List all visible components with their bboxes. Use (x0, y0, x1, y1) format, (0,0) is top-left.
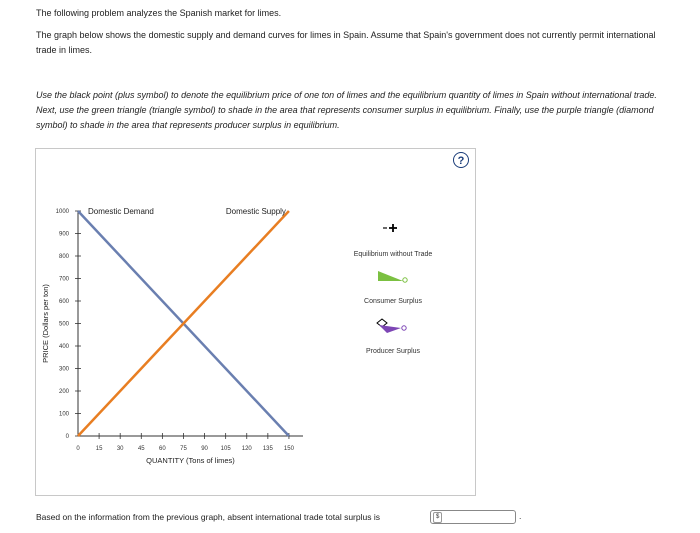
x-tick-label: 15 (95, 446, 103, 452)
instructions-text: Use the black point (plus symbol) to denote the equilibrium price of one ton of limes and the equilibrium quantity of limes in Spain without international trade. Next, use the green triangle (triangle symbol) to shade in the area that represents consumer surplus in equilibrium. Finally, use the purple triangle (diamond symbol) to shade in the area that represents producer surplus in equilibrium. (36, 90, 657, 130)
palette-label-consumer-surplus: Consumer Surplus (364, 298, 422, 305)
question-text: Based on the information from the previous graph, absent international trade total surplus is (36, 512, 380, 522)
x-tick-label: 105 (220, 446, 231, 452)
y-tick-label: 100 (58, 411, 69, 418)
palette-label-producer-surplus: Producer Surplus (365, 348, 421, 355)
y-tick-label: 200 (58, 389, 69, 395)
y-tick-label: 600 (58, 299, 69, 305)
plus-icon[interactable] (383, 224, 397, 232)
y-tick-label: 0 (65, 434, 69, 440)
diamond-handle (402, 326, 406, 330)
help-icon[interactable]: ? (453, 152, 469, 168)
y-tick-label: 800 (58, 254, 69, 260)
question-suffix: . (519, 511, 522, 521)
x-tick-label: 150 (283, 446, 294, 452)
triangle-handle (403, 278, 407, 282)
intro-text: The following problem analyzes the Spanish market for limes. (36, 8, 282, 18)
y-tick-label: 300 (58, 366, 69, 373)
demand-label: Domestic Demand (88, 207, 154, 216)
y-tick-label: 500 (58, 321, 69, 328)
y-tick-label: 900 (58, 231, 69, 238)
description-text: The graph below shows the domestic supply and demand curves for limes in Spain. Assume that Spain's government does not currently permit international trade in limes. (36, 30, 656, 55)
x-tick-label: 60 (159, 446, 166, 452)
currency-badge: $ (433, 512, 442, 523)
x-tick-label: 75 (180, 446, 187, 452)
triangle-shape (378, 271, 403, 281)
palette-label-equilibrium: Equilibrium without Trade (353, 251, 433, 258)
x-tick-label: 90 (201, 446, 208, 452)
y-tick-label: 700 (58, 276, 69, 283)
plus-dot (385, 227, 387, 229)
x-tick-label: 135 (262, 446, 273, 452)
x-tick-label: 45 (137, 446, 145, 452)
x-axis-title: QUANTITY (Tons of limes) (146, 456, 235, 465)
total-surplus-input[interactable] (430, 510, 516, 524)
diamond-icon[interactable] (377, 319, 406, 333)
supply-label: Domestic Supply (225, 207, 286, 216)
diamond-shape (379, 325, 401, 333)
y-tick-label: 1000 (55, 209, 69, 215)
y-tick-label: 400 (58, 344, 69, 350)
x-tick-label: 0 (76, 446, 80, 452)
x-tick-label: 120 (241, 446, 252, 452)
x-tick-label: 30 (116, 446, 124, 452)
triangle-icon[interactable] (378, 271, 407, 282)
plus-dot (383, 227, 385, 229)
y-axis-title: PRICE (Dollars per ton) (41, 284, 50, 363)
